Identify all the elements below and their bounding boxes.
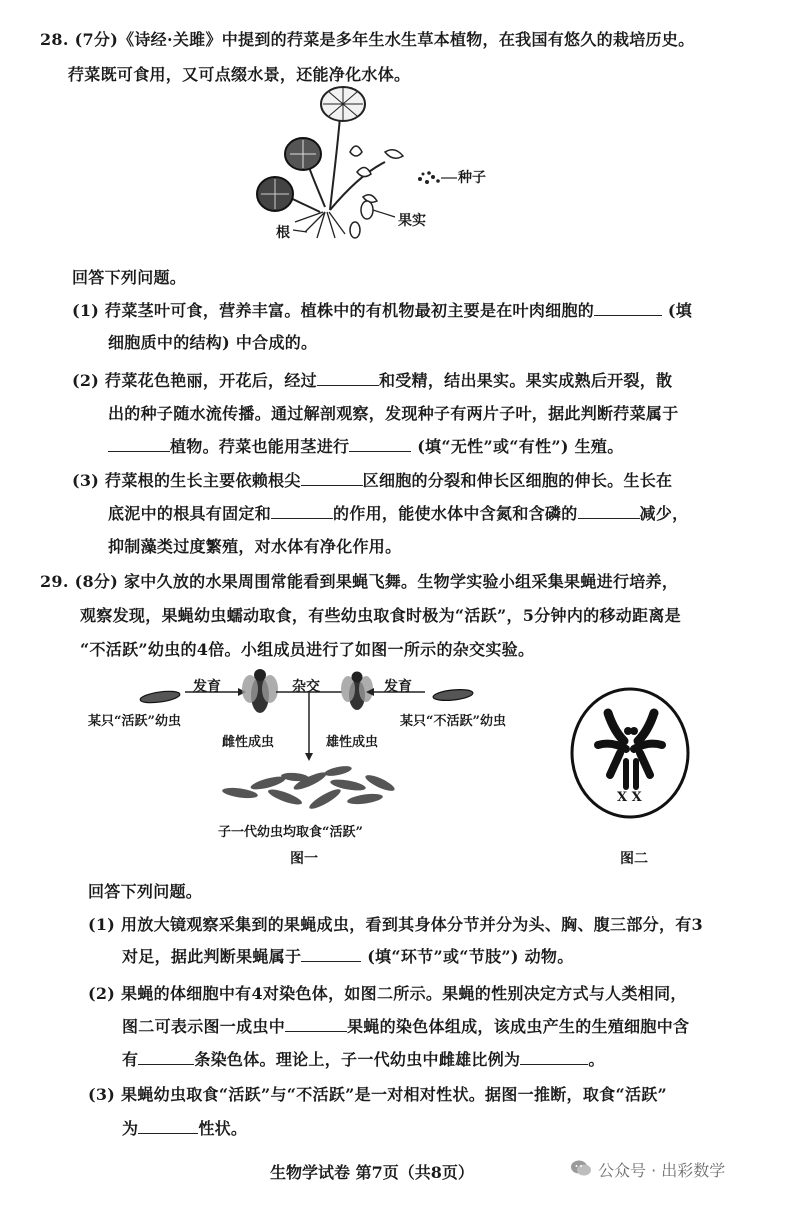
- q29-p2-text-b: 图二可表示图一成虫中: [122, 1017, 286, 1036]
- q29-part1-line2: [122, 944, 574, 967]
- q28-part3-line3: 抑制藻类过度繁殖，对水体有净化作用。: [108, 537, 402, 556]
- q28-part2-line3: [108, 434, 624, 457]
- page-footer: 生物学试卷 第7页（共8页）: [270, 1163, 474, 1182]
- label-active-larva: 某只“活跃”幼虫: [88, 714, 181, 729]
- q28-part1-line1: [72, 298, 692, 321]
- q29-p2-text-f: 。: [588, 1050, 605, 1069]
- q28-p2-text: (2) 荇菜花色艳丽，开花后，经过: [72, 371, 317, 390]
- label-female-adult: 雌性成虫: [222, 735, 275, 750]
- q29-part2-line3: [122, 1047, 605, 1070]
- answer-blank: [301, 947, 361, 962]
- label-inactive-larva: 某只“不活跃”幼虫: [400, 714, 506, 729]
- answer-blank: [578, 504, 640, 519]
- answer-blank: [138, 1050, 194, 1065]
- q28-part3-line1: [72, 468, 672, 491]
- q29-prompt: 回答下列问题。: [88, 882, 203, 901]
- q28-p3-text-c: 底泥中的根具有固定和: [108, 504, 272, 523]
- q29-header: 29. (8分) 家中久放的水果周围常能看到果蝇飞舞。生物学实验小组采集果蝇进行培养，: [40, 572, 679, 591]
- answer-blank: [108, 437, 170, 452]
- q29-part1-line1: (1) 用放大镜观察采集到的果蝇成虫，看到其身体分节并分为头、胸、腹三部分，有3: [88, 915, 703, 934]
- answer-blank: [271, 504, 333, 519]
- q29-part3-line2: [122, 1116, 247, 1139]
- q28-p2-text-b: 和受精，结出果实。果实成熟后开裂，散: [378, 371, 673, 390]
- q29-p1-text-c: (填“环节”或“节肢”) 动物。: [367, 947, 574, 966]
- figure2-caption: 图二: [620, 851, 648, 867]
- watermark-text: 公众号 · 出彩数学: [598, 1161, 726, 1180]
- q28-p1-text-b: (填: [667, 301, 693, 320]
- q29-p1-text-b: 对足，据此判断果蝇属于: [122, 947, 302, 966]
- answer-blank: [317, 371, 379, 386]
- q28-header: 28. (7分)《诗经·关雎》中提到的荇菜是多年生水生草本植物，在我国有悠久的栽培历史。: [40, 30, 695, 49]
- q28-p2-text-d: 植物。荇菜也能用茎进行: [170, 437, 350, 456]
- label-fruit: 果实: [398, 213, 426, 229]
- xx-label: X X: [617, 790, 642, 805]
- label-cross: 杂交: [292, 679, 320, 695]
- q28-p3-text-e: 减少，: [639, 504, 689, 523]
- q29-line3: “不活跃”幼虫的4倍。小组成员进行了如图一所示的杂交实验。: [80, 640, 535, 659]
- label-offspring: 子一代幼虫均取食“活跃”: [218, 825, 363, 840]
- label-root: 根: [276, 225, 290, 241]
- q28-p3-text-b: 区细胞的分裂和伸长区细胞的伸长。生长在: [362, 471, 673, 490]
- label-male-adult: 雄性成虫: [326, 735, 379, 750]
- q29-part3-line1: (3) 果蝇幼虫取食“活跃”与“不活跃”是一对相对性状。据图一推断，取食“活跃”: [88, 1085, 668, 1104]
- q29-p3-text-c: 性状。: [198, 1119, 248, 1138]
- q29-part2-line1: (2) 果蝇的体细胞中有4对染色体，如图二所示。果蝇的性别决定方式与人类相同，: [88, 984, 687, 1003]
- wechat-icon: [570, 1157, 592, 1179]
- q28-part3-line2: [108, 501, 688, 524]
- answer-blank: [301, 471, 363, 486]
- answer-blank: [594, 301, 662, 316]
- q28-p2-text-e: (填“无性”或“有性”) 生殖。: [417, 437, 624, 456]
- q28-prompt: 回答下列问题。: [72, 268, 187, 287]
- q28-part2-line2: 出的种子随水流传播。通过解剖观察，发现种子有两片子叶，据此判断荇菜属于: [108, 404, 679, 423]
- q29-p2-text-d: 有: [122, 1050, 139, 1069]
- answer-blank: [285, 1017, 347, 1032]
- figure1-caption: 图一: [290, 851, 318, 867]
- cross-experiment-figure: [80, 665, 560, 825]
- answer-blank: [520, 1050, 588, 1065]
- q29-p3-text-b: 为: [122, 1119, 139, 1138]
- answer-blank: [349, 437, 411, 452]
- label-develop-left: 发育: [193, 679, 221, 695]
- label-develop-right: 发育: [384, 679, 412, 695]
- q28-part1-line2: 细胞质中的结构) 中合成的。: [108, 333, 318, 352]
- label-seed: 种子: [458, 170, 486, 186]
- q29-p2-text-c: 果蝇的染色体组成，该成虫产生的生殖细胞中含: [347, 1017, 690, 1036]
- q28-p3-text-d: 的作用，能使水体中含氮和含磷的: [333, 504, 578, 523]
- q28-p3-text: (3) 荇菜根的生长主要依赖根尖: [72, 471, 301, 490]
- q28-line2: 荇菜既可食用，又可点缀水景，还能净化水体。: [68, 65, 411, 84]
- q29-part2-line2: [122, 1014, 689, 1037]
- q28-p1-text: (1) 荇菜茎叶可食，营养丰富。植株中的有机物最初主要是在叶肉细胞的: [72, 301, 595, 320]
- q29-p2-text-e: 条染色体。理论上，子一代幼虫中雌雄比例为: [194, 1050, 521, 1069]
- q29-line2: 观察发现，果蝇幼虫蠕动取食，有些幼虫取食时极为“活跃”，5分钟内的移动距离是: [80, 606, 681, 625]
- answer-blank: [138, 1119, 198, 1134]
- q28-part2-line1: [72, 368, 672, 391]
